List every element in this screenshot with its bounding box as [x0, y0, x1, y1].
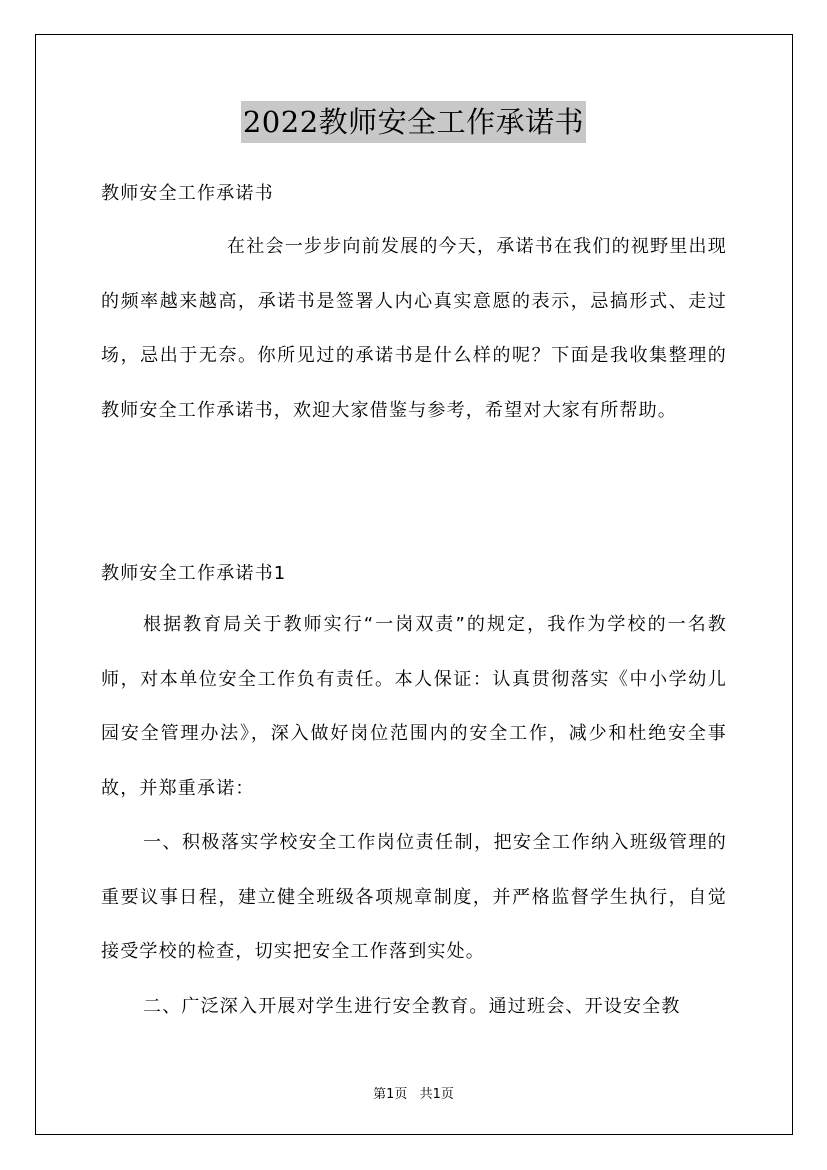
heading-block [101, 181, 727, 207]
intro-paragraph: 在社会一步步向前发展的今天，承诺书在我们的视野里出现的频率越来越高，承诺书是签署人内心真实意愿的表示，忌搞形式、走过场，忌出于无奈。你所见过的承诺书是什么样的呢？下面是我收集整理的教师安全工作承诺书，欢迎大家借鉴与参考，希望对大家有所帮助。 [101, 236, 727, 421]
page-number: 第1页 [373, 1087, 408, 1102]
body-block [101, 598, 727, 1034]
page-total: 共1页 [419, 1087, 454, 1102]
document-title: 2022教师安全工作承诺书 [241, 101, 586, 143]
section-heading: 教师安全工作承诺书1 [101, 563, 287, 584]
intro-block [101, 220, 727, 438]
body-paragraph-1: 根据教育局关于教师实行“一岗双责”的规定，我作为学校的一名教师，对本单位安全工作负有责任。本人保证：认真贯彻落实《中小学幼儿园安全管理办法》，深入做好岗位范围内的安全工作，减少和杜绝安全事故，并郑重承诺： [101, 614, 727, 799]
body-paragraph-2: 一、积极落实学校安全工作岗位责任制，把安全工作纳入班级管理的重要议事日程，建立健全班级各项规章制度，并严格监督学生执行，自觉接受学校的检查，切实把安全工作落到实处。 [101, 832, 727, 962]
document-heading: 教师安全工作承诺书 [101, 183, 274, 204]
page-footer [0, 1083, 827, 1102]
title-container [0, 101, 827, 143]
section-heading-block [101, 561, 727, 587]
body-paragraph-3: 二、广泛深入开展对学生进行安全教育。通过班会、开设安全教 [143, 995, 681, 1017]
